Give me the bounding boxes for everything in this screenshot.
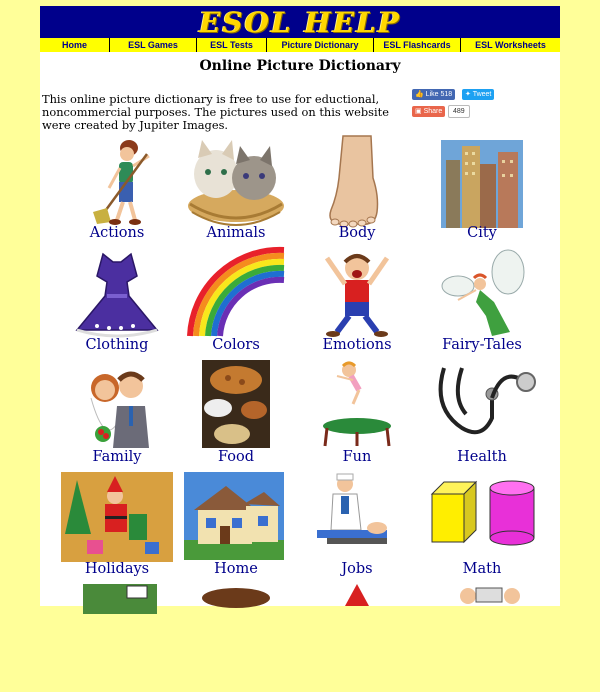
category-health[interactable]: [422, 358, 542, 468]
category-label: Colors: [212, 337, 260, 353]
site-logo: ESOL HELP: [199, 5, 401, 39]
facebook-like-button[interactable]: [412, 89, 455, 100]
share-count: 489: [448, 105, 470, 118]
category-math[interactable]: [422, 470, 542, 580]
tweet-label: Tweet: [472, 91, 492, 98]
social-buttons: [412, 89, 512, 119]
category-holidays[interactable]: [57, 470, 177, 580]
nav-home[interactable]: Home: [40, 38, 109, 52]
partial-picture: [422, 582, 542, 678]
emotions-picture: [297, 246, 417, 342]
partial-picture: [176, 582, 296, 678]
site-banner[interactable]: [40, 6, 560, 38]
category-family[interactable]: [57, 358, 177, 468]
category-label: Fairy-Tales: [442, 337, 522, 353]
category-label: Math: [462, 561, 502, 577]
share-label: Share: [423, 108, 443, 115]
category-label: City: [467, 225, 497, 241]
share-icon: ▣: [415, 108, 422, 115]
category-emotions[interactable]: [297, 246, 417, 356]
category-label: Holidays: [84, 561, 150, 577]
category-label: Body: [338, 225, 376, 241]
jobs-picture: [297, 470, 417, 566]
fun-trampoline-picture: [297, 358, 417, 454]
nav-bar: [40, 38, 560, 52]
tweet-button[interactable]: [462, 89, 494, 100]
body-foot-picture: [297, 134, 417, 230]
category-fun[interactable]: [297, 358, 417, 468]
category-label: Family: [92, 449, 142, 465]
twitter-bird-icon: ✦: [465, 91, 471, 98]
nav-picture-dictionary[interactable]: Picture Dictionary: [267, 38, 373, 52]
category-label: Health: [457, 449, 507, 465]
family-couple-picture: [57, 358, 177, 454]
category-actions[interactable]: [57, 134, 177, 244]
category-body[interactable]: [297, 134, 417, 244]
share-button[interactable]: [412, 106, 445, 117]
category-fairy-tales[interactable]: [422, 246, 542, 356]
category-jobs[interactable]: [297, 470, 417, 580]
thumbs-up-icon: 👍: [415, 91, 424, 98]
clothing-dress-picture: [57, 246, 177, 342]
category-label: Emotions: [322, 337, 392, 353]
category-label: Fun: [342, 449, 372, 465]
category-home[interactable]: [176, 470, 296, 580]
category-row5-item-4[interactable]: [422, 582, 542, 692]
category-animals[interactable]: [176, 134, 296, 244]
health-stethoscope-picture: [422, 358, 542, 454]
nav-esl-flashcards[interactable]: ESL Flashcards: [374, 38, 460, 52]
category-row5-item-1[interactable]: [57, 582, 177, 692]
partial-picture: [57, 582, 177, 678]
like-label: Like: [425, 91, 439, 98]
category-label: Clothing: [85, 337, 149, 353]
category-label: Actions: [89, 225, 145, 241]
holidays-picture: [57, 470, 177, 566]
partial-picture: [297, 582, 417, 678]
intro-text: This online picture dictionary is free to use for eductional, noncommercial purposes. The pictures used on this website were created by Jupiter Images.: [42, 92, 389, 132]
category-clothing[interactable]: [57, 246, 177, 356]
category-label: Food: [217, 449, 254, 465]
nav-esl-worksheets[interactable]: ESL Worksheets: [461, 38, 560, 52]
category-colors[interactable]: [176, 246, 296, 356]
category-city[interactable]: [422, 134, 542, 244]
category-label: Jobs: [341, 561, 373, 577]
nav-esl-games[interactable]: ESL Games: [110, 38, 196, 52]
actions-picture: [57, 134, 177, 230]
category-food[interactable]: [176, 358, 296, 468]
category-row5-item-3[interactable]: [297, 582, 417, 692]
page-title: Online Picture Dictionary: [199, 58, 401, 74]
page-content: [40, 6, 560, 606]
fairy-tales-picture: [422, 246, 542, 342]
category-label: Home: [214, 561, 258, 577]
like-count: 518: [440, 91, 453, 98]
math-shapes-picture: [422, 470, 542, 566]
animals-picture: [176, 134, 296, 230]
home-house-picture: [176, 470, 296, 566]
category-row5-item-2[interactable]: [176, 582, 296, 692]
colors-rainbow-picture: [176, 246, 296, 342]
city-picture: [422, 134, 542, 230]
nav-esl-tests[interactable]: ESL Tests: [197, 38, 266, 52]
category-label: Animals: [206, 225, 266, 241]
food-picture: [176, 358, 296, 454]
